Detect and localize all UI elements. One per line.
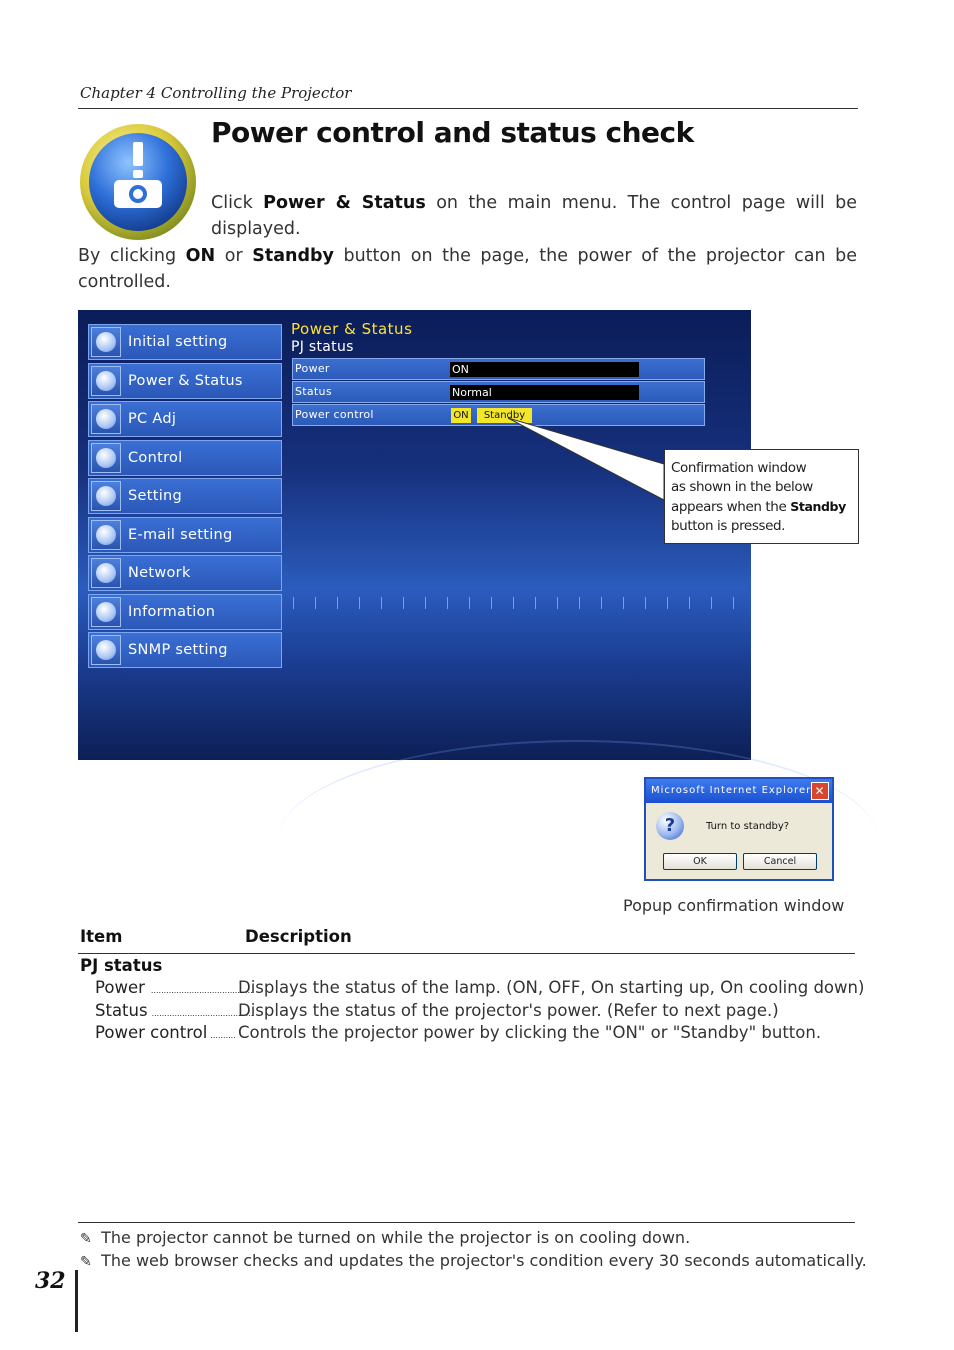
table-row: Power control .......... xyxy=(95,1023,236,1042)
menu-item-power-status[interactable]: Power & Status xyxy=(88,363,282,399)
menu-item-network[interactable]: Network xyxy=(88,555,282,591)
note-item: ✎ The web browser checks and updates the projector's condition every 30 seconds automatically. xyxy=(80,1251,867,1270)
intro-paragraph-1: Click Power & Status on the main menu. The control page will be displayed. xyxy=(211,193,858,239)
popup-message: Turn to standby? xyxy=(706,821,790,832)
menu-item-snmp-setting[interactable]: SNMP setting xyxy=(88,632,282,668)
popup-caption: Popup confirmation window xyxy=(623,896,845,915)
row-description: Displays the status of the projector's power. (Refer to next page.) xyxy=(238,1001,779,1020)
menu-item-control[interactable]: Control xyxy=(88,440,282,476)
status-value: Normal xyxy=(450,385,639,400)
page-title: Power control and status check xyxy=(211,116,694,149)
panel-title: Power & Status xyxy=(291,320,413,338)
pencil-icon: ✎ xyxy=(80,1231,92,1247)
menu-item-information[interactable]: Information xyxy=(88,594,282,630)
row-description: Displays the status of the lamp. (ON, OFF, On starting up, On cooling down) xyxy=(238,978,865,997)
confirmation-popup xyxy=(644,777,834,881)
page-number-bar xyxy=(75,1270,78,1332)
panel-subtitle: PJ status xyxy=(291,339,354,355)
menu-item-initial-setting[interactable]: Initial setting xyxy=(88,324,282,360)
menu-item-setting[interactable]: Setting xyxy=(88,478,282,514)
menu-item-pc-adj[interactable]: PC Adj xyxy=(88,401,282,437)
intro-paragraph-2: By clicking ON or Standby button on the page, the power of the projector can be controlled. xyxy=(78,246,857,292)
column-header-description: Description xyxy=(245,927,352,946)
on-button[interactable]: ON xyxy=(451,408,471,423)
confirmation-callout: Confirmation window as shown in the below appears when the Standby button is pressed. xyxy=(664,449,859,544)
table-header-divider xyxy=(78,953,855,954)
close-icon[interactable]: ✕ xyxy=(811,782,829,800)
row-description: Controls the projector power by clicking the "ON" or "Standby" button. xyxy=(238,1023,822,1042)
ok-button[interactable]: OK xyxy=(663,853,737,870)
column-header-item: Item xyxy=(80,927,123,946)
pj-row-power: Power ON xyxy=(292,358,705,380)
notes-divider xyxy=(78,1222,855,1223)
info-icon xyxy=(91,597,121,627)
page-number: 32 xyxy=(35,1268,66,1294)
table-row: Status ........................................ xyxy=(95,1001,254,1020)
pj-row-power-control: Power control ON Standby xyxy=(292,404,705,426)
chapter-heading: Chapter 4 Controlling the Projector xyxy=(80,84,352,102)
pencil-icon: ✎ xyxy=(80,1254,92,1270)
menu-item-email-setting[interactable]: E-mail setting xyxy=(88,517,282,553)
table-row: Power ........................................ xyxy=(95,978,253,997)
power-value: ON xyxy=(450,362,639,377)
cancel-button[interactable]: Cancel xyxy=(743,853,817,870)
question-icon: ? xyxy=(656,812,684,840)
snmp-icon xyxy=(91,635,121,665)
table-group-pj-status: PJ status xyxy=(80,956,163,975)
popup-titlebar: Microsoft Internet Explorer ✕ xyxy=(646,779,832,803)
standby-button[interactable]: Standby xyxy=(477,408,532,423)
pj-row-status: Status Normal xyxy=(292,381,705,403)
note-item: ✎ The projector cannot be turned on while the projector is on cooling down. xyxy=(80,1228,691,1247)
